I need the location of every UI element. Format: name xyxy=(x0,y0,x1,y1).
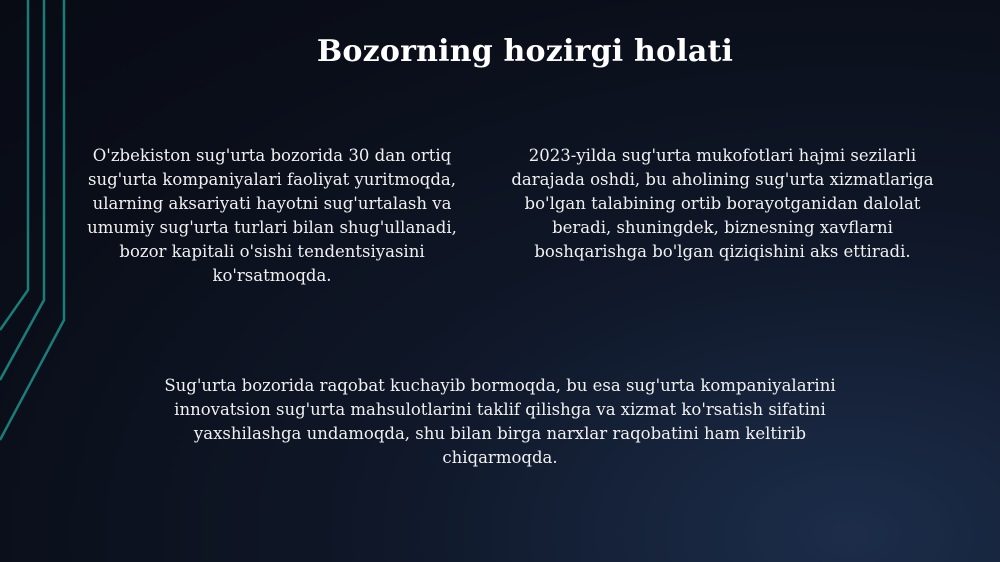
paragraph-right: 2023-yilda sug'urta mukofotlari hajmi sezilarli darajada oshdi, bu aholining sug'urta xizmatlariga bo'lgan talabining ortib borayotganidan dalolat beradi, shuningdek, biznesning xavflarni boshqarishga bo'lgan qiziqishini aks ettiradi. xyxy=(511,146,934,261)
accent-line-outer xyxy=(0,0,64,440)
paragraph-left: O'zbekiston sug'urta bozorida 30 dan ortiq sug'urta kompaniyalari faoliyat yuritmoqda, ularning aksariyati hayotni sug'urtalash va umumiy sug'urta turlari bilan shug'ullanadi, bozor kapitali o'sishi tendentsiyasini ko'rsatmoqda. xyxy=(87,146,457,285)
accent-line-middle xyxy=(0,0,44,380)
slide-title: Bozorning hozirgi holati xyxy=(316,34,734,69)
accent-line-inner xyxy=(0,0,28,330)
paragraph-bottom: Sug'urta bozorida raqobat kuchayib bormoqda, bu esa sug'urta kompaniyalarini innovatsion sug'urta mahsulotlarini taklif qilishga va xizmat ko'rsatish sifatini yaxshilashga undamoqda, shu bilan birga narxlar raqobatini ham keltirib chiqarmoqda. xyxy=(164,376,836,467)
